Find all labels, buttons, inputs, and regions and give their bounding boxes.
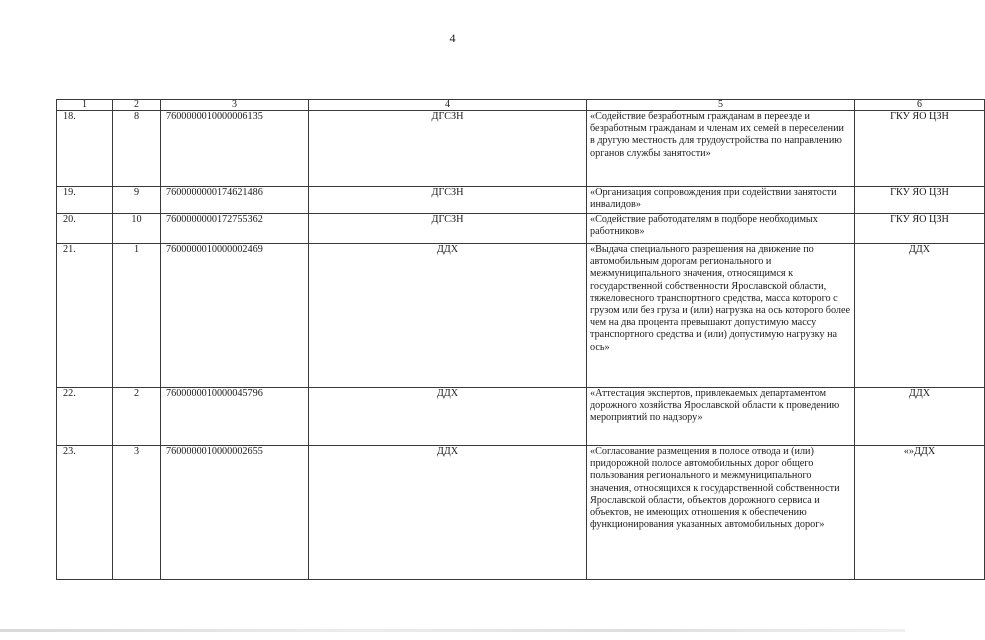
row-subnumber: 10 bbox=[113, 214, 161, 244]
provider: ГКУ ЯО ЦЗН bbox=[855, 111, 985, 187]
service-name: «Аттестация экспертов, привлекаемых департаментом дорожного хозяйства Ярославской области к проведению мероприятий по надзору» bbox=[587, 388, 855, 446]
header-cell-2: 2 bbox=[113, 100, 161, 111]
department: ДГСЗН bbox=[309, 111, 587, 187]
row-number: 18. bbox=[57, 111, 113, 187]
department: ДДХ bbox=[309, 388, 587, 446]
row-number: 23. bbox=[57, 446, 113, 580]
table-row bbox=[57, 187, 985, 214]
service-code: 7600000010000045796 bbox=[161, 388, 309, 446]
row-subnumber: 2 bbox=[113, 388, 161, 446]
table-row bbox=[57, 214, 985, 244]
row-subnumber: 3 bbox=[113, 446, 161, 580]
provider: ДДХ bbox=[855, 244, 985, 388]
header-cell-4: 4 bbox=[309, 100, 587, 111]
provider: ДДХ bbox=[855, 388, 985, 446]
header-cell-6: 6 bbox=[855, 100, 985, 111]
service-code: 7600000010000002469 bbox=[161, 244, 309, 388]
provider: ГКУ ЯО ЦЗН bbox=[855, 187, 985, 214]
row-subnumber: 8 bbox=[113, 111, 161, 187]
table-header-row bbox=[57, 100, 985, 111]
header-cell-5: 5 bbox=[587, 100, 855, 111]
row-number: 22. bbox=[57, 388, 113, 446]
department: ДДХ bbox=[309, 244, 587, 388]
row-number: 20. bbox=[57, 214, 113, 244]
row-subnumber: 1 bbox=[113, 244, 161, 388]
header-cell-1: 1 bbox=[57, 100, 113, 111]
service-name: «Содействие безработным гражданам в переезде и безработным гражданам и членам их семей в переселении в другую местность для трудоустройства по направлению органов службы занятости» bbox=[587, 111, 855, 187]
row-number: 19. bbox=[57, 187, 113, 214]
provider: «»ДДХ bbox=[855, 446, 985, 580]
table-row bbox=[57, 388, 985, 446]
service-code: 7600000000172755362 bbox=[161, 214, 309, 244]
service-code: 7600000010000002655 bbox=[161, 446, 309, 580]
scan-edge-divider bbox=[0, 629, 905, 632]
table-row bbox=[57, 244, 985, 388]
provider: ГКУ ЯО ЦЗН bbox=[855, 214, 985, 244]
header-cell-3: 3 bbox=[161, 100, 309, 111]
row-number: 21. bbox=[57, 244, 113, 388]
table-row bbox=[57, 111, 985, 187]
department: ДГСЗН bbox=[309, 214, 587, 244]
service-name: «Выдача специального разрешения на движение по автомобильным дорогам регионального и межмуниципального значения, относящимся к государственной собственности Ярославской области, тяжеловесного транспортного средства, масса которого с грузом или без груза и (или) нагрузка на ось которого более чем на два процента превышают допустимую массу транспортного средства и (или) допустимую нагрузку на ось» bbox=[587, 244, 855, 388]
service-name: «Содействие работодателям в подборе необходимых работников» bbox=[587, 214, 855, 244]
service-name: «Согласование размещения в полосе отвода и (или) придорожной полосе автомобильных дорог общего пользования регионального и межмуниципального значения, относящихся к государственной собственности Ярославской области, объектов дорожного сервиса и объектов, не имеющих отношения к обеспечению функционирования указанных автомобильных дорог» bbox=[587, 446, 855, 580]
page-number: 4 bbox=[449, 31, 456, 45]
table-row bbox=[57, 446, 985, 580]
service-name: «Организация сопровождения при содействии занятости инвалидов» bbox=[587, 187, 855, 214]
service-code: 7600000000174621486 bbox=[161, 187, 309, 214]
department: ДДХ bbox=[309, 446, 587, 580]
department: ДГСЗН bbox=[309, 187, 587, 214]
service-code: 7600000010000006135 bbox=[161, 111, 309, 187]
row-subnumber: 9 bbox=[113, 187, 161, 214]
services-table bbox=[56, 99, 985, 580]
